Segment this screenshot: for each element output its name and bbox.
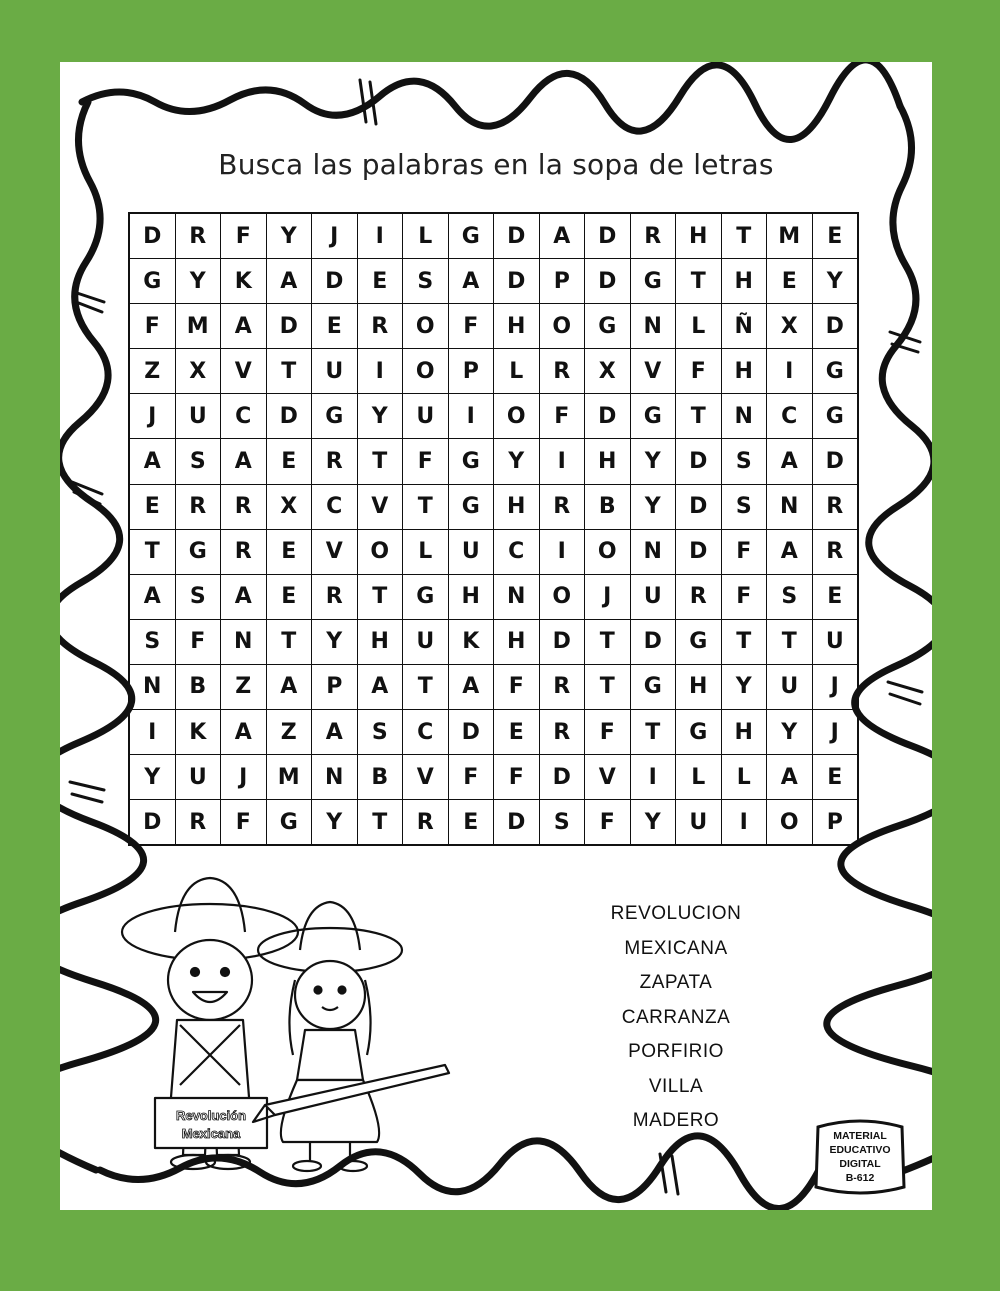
grid-cell[interactable]: Y — [721, 664, 767, 709]
grid-cell[interactable]: K — [221, 259, 267, 304]
grid-cell[interactable]: J — [312, 213, 358, 259]
grid-cell[interactable]: A — [312, 710, 358, 755]
word-list-item: MADERO — [632, 1110, 720, 1131]
grid-cell[interactable]: G — [175, 529, 221, 574]
grid-cell[interactable]: L — [494, 349, 540, 394]
grid-cell[interactable]: G — [812, 394, 858, 439]
grid-row — [129, 619, 858, 664]
grid-cell[interactable]: F — [676, 349, 722, 394]
grid-cell[interactable]: V — [221, 349, 267, 394]
svg-text:Mexicana: Mexicana — [181, 1126, 241, 1141]
grid-cell[interactable]: D — [494, 800, 540, 846]
grid-cell[interactable]: I — [767, 349, 813, 394]
grid-cell[interactable]: E — [312, 304, 358, 349]
grid-cell[interactable]: Y — [312, 800, 358, 846]
grid-cell[interactable]: U — [403, 394, 449, 439]
grid-cell[interactable]: Y — [129, 755, 175, 800]
grid-cell[interactable]: X — [767, 304, 813, 349]
grid-cell[interactable]: O — [539, 574, 585, 619]
grid-cell[interactable]: D — [266, 394, 312, 439]
grid-cell[interactable]: D — [630, 619, 676, 664]
grid-cell[interactable]: H — [448, 574, 494, 619]
grid-cell[interactable]: R — [539, 664, 585, 709]
grid-cell[interactable]: E — [812, 574, 858, 619]
grid-cell[interactable]: K — [448, 619, 494, 664]
grid-cell[interactable]: O — [767, 800, 813, 846]
grid-cell[interactable]: B — [585, 484, 631, 529]
svg-text:MATERIAL: MATERIAL — [833, 1130, 887, 1142]
grid-cell[interactable]: J — [129, 394, 175, 439]
grid-cell[interactable]: V — [585, 755, 631, 800]
grid-cell[interactable]: I — [630, 755, 676, 800]
grid-cell[interactable]: K — [175, 710, 221, 755]
grid-cell[interactable]: U — [630, 574, 676, 619]
grid-cell[interactable]: U — [812, 619, 858, 664]
grid-cell[interactable]: G — [129, 259, 175, 304]
grid-cell[interactable]: J — [812, 664, 858, 709]
grid-cell[interactable]: S — [129, 619, 175, 664]
grid-cell[interactable]: H — [676, 213, 722, 259]
grid-cell[interactable]: V — [357, 484, 403, 529]
word-list-item: MEXICANA — [624, 937, 728, 959]
grid-cell[interactable]: D — [539, 755, 585, 800]
grid-cell[interactable]: T — [721, 213, 767, 259]
grid-cell[interactable]: F — [448, 755, 494, 800]
grid-cell[interactable]: H — [721, 259, 767, 304]
grid-cell[interactable]: F — [494, 755, 540, 800]
grid-cell[interactable]: O — [403, 349, 449, 394]
grid-cell[interactable]: J — [812, 710, 858, 755]
grid-cell[interactable]: V — [630, 349, 676, 394]
grid-row — [129, 664, 858, 709]
grid-cell[interactable]: G — [630, 664, 676, 709]
grid-cell[interactable]: X — [266, 484, 312, 529]
grid-cell[interactable]: A — [357, 664, 403, 709]
grid-cell[interactable]: R — [312, 574, 358, 619]
grid-cell[interactable]: O — [539, 304, 585, 349]
grid-cell[interactable]: T — [403, 664, 449, 709]
grid-cell[interactable]: G — [676, 710, 722, 755]
grid-row — [129, 484, 858, 529]
grid-cell[interactable]: F — [494, 664, 540, 709]
grid-cell[interactable]: P — [539, 259, 585, 304]
grid-cell[interactable]: S — [175, 574, 221, 619]
grid-cell[interactable]: G — [630, 259, 676, 304]
grid-cell[interactable]: T — [676, 394, 722, 439]
grid-cell[interactable]: Y — [812, 259, 858, 304]
grid-cell[interactable]: H — [721, 349, 767, 394]
grid-cell[interactable]: R — [676, 574, 722, 619]
grid-cell[interactable]: L — [676, 755, 722, 800]
grid-cell[interactable]: O — [585, 529, 631, 574]
grid-row — [129, 529, 858, 574]
grid-cell[interactable]: D — [129, 213, 175, 259]
grid-cell[interactable]: T — [403, 484, 449, 529]
grid-cell[interactable]: Y — [494, 439, 540, 484]
grid-cell[interactable]: E — [812, 213, 858, 259]
grid-cell[interactable]: N — [721, 394, 767, 439]
grid-cell[interactable]: E — [494, 710, 540, 755]
grid-cell[interactable]: R — [539, 349, 585, 394]
grid-cell[interactable]: D — [676, 484, 722, 529]
grid-cell[interactable]: R — [539, 484, 585, 529]
grid-cell[interactable]: A — [221, 710, 267, 755]
grid-cell[interactable]: G — [312, 394, 358, 439]
grid-cell[interactable]: R — [630, 213, 676, 259]
grid-row — [129, 574, 858, 619]
grid-row — [129, 439, 858, 484]
grid-cell[interactable]: Z — [266, 710, 312, 755]
grid-cell[interactable]: R — [812, 484, 858, 529]
grid-cell[interactable]: F — [221, 213, 267, 259]
grid-cell[interactable]: R — [312, 439, 358, 484]
grid-row — [129, 213, 858, 259]
grid-cell[interactable]: F — [721, 529, 767, 574]
grid-cell[interactable]: A — [448, 259, 494, 304]
grid-cell[interactable]: V — [403, 755, 449, 800]
grid-cell[interactable]: I — [448, 394, 494, 439]
grid-cell[interactable]: I — [129, 710, 175, 755]
grid-cell[interactable]: Y — [767, 710, 813, 755]
grid-cell[interactable]: S — [175, 439, 221, 484]
grid-cell[interactable]: H — [494, 619, 540, 664]
grid-cell[interactable]: I — [357, 349, 403, 394]
grid-cell[interactable]: D — [494, 259, 540, 304]
grid-cell[interactable]: A — [221, 439, 267, 484]
grid-cell[interactable]: A — [221, 574, 267, 619]
grid-cell[interactable]: H — [357, 619, 403, 664]
grid-cell[interactable]: T — [129, 529, 175, 574]
grid-cell[interactable]: L — [721, 755, 767, 800]
grid-cell[interactable]: U — [448, 529, 494, 574]
grid-cell[interactable]: N — [312, 755, 358, 800]
grid-cell[interactable]: G — [448, 484, 494, 529]
grid-cell[interactable]: E — [129, 484, 175, 529]
grid-cell[interactable]: Y — [630, 439, 676, 484]
word-list-item: VILLA — [648, 1075, 704, 1097]
grid-cell[interactable]: Ñ — [721, 304, 767, 349]
grid-cell[interactable]: D — [312, 259, 358, 304]
grid-cell[interactable]: T — [676, 259, 722, 304]
grid-cell[interactable]: E — [357, 259, 403, 304]
grid-cell[interactable]: R — [539, 710, 585, 755]
grid-cell[interactable]: I — [539, 439, 585, 484]
grid-cell[interactable]: U — [175, 394, 221, 439]
grid-cell[interactable]: B — [175, 664, 221, 709]
grid-cell[interactable]: G — [448, 213, 494, 259]
grid-cell[interactable]: G — [630, 394, 676, 439]
word-list-item: ZAPATA — [639, 972, 713, 993]
grid-cell[interactable]: L — [403, 529, 449, 574]
grid-cell[interactable]: G — [403, 574, 449, 619]
grid-cell[interactable]: Y — [630, 800, 676, 846]
grid-cell[interactable]: F — [403, 439, 449, 484]
svg-text:Revolución: Revolución — [175, 1108, 247, 1123]
worksheet-title: Busca las palabras en la sopa de letras — [218, 148, 774, 181]
grid-cell[interactable]: U — [175, 755, 221, 800]
grid-cell[interactable]: S — [403, 259, 449, 304]
word-list-item: PORFIRIO — [628, 1041, 724, 1062]
grid-row — [129, 710, 858, 755]
grid-cell[interactable]: N — [630, 529, 676, 574]
grid-cell[interactable]: F — [721, 574, 767, 619]
grid-cell[interactable]: D — [676, 529, 722, 574]
grid-cell[interactable]: H — [676, 664, 722, 709]
grid-cell[interactable]: A — [266, 664, 312, 709]
grid-cell[interactable]: F — [448, 304, 494, 349]
grid-cell[interactable]: T — [585, 664, 631, 709]
grid-cell[interactable]: N — [630, 304, 676, 349]
grid-cell[interactable]: O — [494, 394, 540, 439]
grid-cell[interactable]: E — [266, 529, 312, 574]
grid-cell[interactable]: D — [812, 439, 858, 484]
grid-cell[interactable]: J — [585, 574, 631, 619]
worksheet-page — [60, 62, 932, 1210]
grid-cell[interactable]: D — [448, 710, 494, 755]
grid-cell[interactable]: G — [585, 304, 631, 349]
grid-cell[interactable]: S — [721, 439, 767, 484]
grid-cell[interactable]: G — [266, 800, 312, 846]
publisher-stamp — [810, 1117, 910, 1197]
grid-cell[interactable]: O — [403, 304, 449, 349]
grid-cell[interactable]: F — [585, 800, 631, 846]
grid-cell[interactable]: N — [129, 664, 175, 709]
grid-cell[interactable]: S — [767, 574, 813, 619]
grid-cell[interactable]: T — [357, 800, 403, 846]
grid-cell[interactable]: R — [175, 213, 221, 259]
grid-cell[interactable]: Y — [175, 259, 221, 304]
grid-cell[interactable]: A — [129, 439, 175, 484]
grid-cell[interactable]: N — [767, 484, 813, 529]
grid-cell[interactable]: H — [721, 710, 767, 755]
grid-cell[interactable]: H — [585, 439, 631, 484]
word-list — [590, 897, 762, 1139]
grid-cell[interactable]: U — [312, 349, 358, 394]
grid-cell[interactable]: A — [448, 664, 494, 709]
grid-cell[interactable]: D — [585, 259, 631, 304]
grid-cell[interactable]: B — [357, 755, 403, 800]
grid-cell[interactable]: A — [767, 439, 813, 484]
grid-cell[interactable]: I — [721, 800, 767, 846]
grid-cell[interactable]: T — [585, 619, 631, 664]
grid-cell[interactable]: A — [129, 574, 175, 619]
grid-cell[interactable]: C — [403, 710, 449, 755]
grid-cell[interactable]: C — [494, 529, 540, 574]
grid-cell[interactable]: A — [539, 213, 585, 259]
grid-row — [129, 349, 858, 394]
grid-cell[interactable]: M — [767, 213, 813, 259]
grid-cell[interactable]: Y — [266, 213, 312, 259]
grid-cell[interactable]: G — [812, 349, 858, 394]
grid-cell[interactable]: U — [676, 800, 722, 846]
grid-cell[interactable]: F — [221, 800, 267, 846]
grid-cell[interactable]: C — [767, 394, 813, 439]
grid-cell[interactable]: M — [175, 304, 221, 349]
grid-cell[interactable]: L — [676, 304, 722, 349]
grid-cell[interactable]: T — [357, 574, 403, 619]
grid-cell[interactable]: Z — [221, 664, 267, 709]
grid-cell[interactable]: U — [767, 664, 813, 709]
grid-cell[interactable]: A — [221, 304, 267, 349]
grid-cell[interactable]: E — [448, 800, 494, 846]
grid-cell[interactable]: A — [767, 529, 813, 574]
grid-cell[interactable]: C — [221, 394, 267, 439]
grid-cell[interactable]: S — [539, 800, 585, 846]
grid-cell[interactable]: H — [494, 484, 540, 529]
grid-row — [129, 259, 858, 304]
grid-cell[interactable]: A — [767, 755, 813, 800]
grid-cell[interactable]: J — [221, 755, 267, 800]
grid-cell[interactable]: T — [721, 619, 767, 664]
grid-cell[interactable]: R — [175, 800, 221, 846]
grid-cell[interactable]: X — [175, 349, 221, 394]
grid-cell[interactable]: Z — [129, 349, 175, 394]
grid-cell[interactable]: R — [221, 529, 267, 574]
grid-cell[interactable]: Y — [630, 484, 676, 529]
word-search-grid — [128, 212, 859, 846]
grid-cell[interactable]: T — [630, 710, 676, 755]
grid-cell[interactable]: E — [812, 755, 858, 800]
grid-cell[interactable]: G — [448, 439, 494, 484]
grid-cell[interactable]: D — [266, 304, 312, 349]
grid-cell[interactable]: V — [312, 529, 358, 574]
grid-cell[interactable]: T — [266, 349, 312, 394]
grid-cell[interactable]: N — [221, 619, 267, 664]
grid-cell[interactable]: Y — [312, 619, 358, 664]
grid-cell[interactable]: C — [312, 484, 358, 529]
grid-cell[interactable]: D — [676, 439, 722, 484]
grid-cell[interactable]: S — [357, 710, 403, 755]
grid-cell[interactable]: R — [175, 484, 221, 529]
grid-cell[interactable]: D — [585, 394, 631, 439]
grid-cell[interactable]: I — [539, 529, 585, 574]
grid-cell[interactable]: F — [175, 619, 221, 664]
grid-cell[interactable]: F — [585, 710, 631, 755]
grid-cell[interactable]: D — [129, 800, 175, 846]
word-list-item: REVOLUCION — [610, 903, 742, 924]
grid-cell[interactable]: S — [721, 484, 767, 529]
grid-cell[interactable]: F — [539, 394, 585, 439]
grid-row — [129, 755, 858, 800]
grid-cell[interactable]: M — [266, 755, 312, 800]
grid-cell[interactable]: D — [539, 619, 585, 664]
grid-cell[interactable]: D — [812, 304, 858, 349]
grid-cell[interactable]: G — [676, 619, 722, 664]
grid-cell[interactable]: P — [448, 349, 494, 394]
svg-text:DIGITAL: DIGITAL — [839, 1158, 881, 1170]
grid-cell[interactable]: D — [585, 213, 631, 259]
grid-row — [129, 800, 858, 846]
grid-row — [129, 394, 858, 439]
word-list-item: CARRANZA — [621, 1006, 731, 1028]
grid-cell[interactable]: L — [403, 213, 449, 259]
grid-cell[interactable]: E — [266, 574, 312, 619]
grid-cell[interactable]: E — [266, 439, 312, 484]
grid-cell[interactable]: R — [403, 800, 449, 846]
grid-cell[interactable]: U — [403, 619, 449, 664]
grid-cell[interactable]: E — [767, 259, 813, 304]
grid-cell[interactable]: H — [494, 304, 540, 349]
grid-cell[interactable]: P — [812, 800, 858, 846]
grid-cell[interactable]: R — [812, 529, 858, 574]
grid-cell[interactable]: P — [312, 664, 358, 709]
grid-cell[interactable]: T — [767, 619, 813, 664]
svg-text:EDUCATIVO: EDUCATIVO — [829, 1144, 891, 1156]
grid-cell[interactable]: X — [585, 349, 631, 394]
grid-cell[interactable]: O — [357, 529, 403, 574]
grid-cell[interactable]: Y — [357, 394, 403, 439]
grid-cell[interactable]: R — [221, 484, 267, 529]
grid-cell[interactable]: T — [357, 439, 403, 484]
grid-cell[interactable]: A — [266, 259, 312, 304]
revolution-kids-illustration — [115, 870, 475, 1180]
grid-cell[interactable]: N — [494, 574, 540, 619]
grid-cell[interactable]: I — [357, 213, 403, 259]
grid-row — [129, 304, 858, 349]
grid-cell[interactable]: D — [494, 213, 540, 259]
grid-cell[interactable]: T — [266, 619, 312, 664]
grid-cell[interactable]: F — [129, 304, 175, 349]
svg-text:B-612: B-612 — [845, 1172, 875, 1184]
grid-cell[interactable]: R — [357, 304, 403, 349]
